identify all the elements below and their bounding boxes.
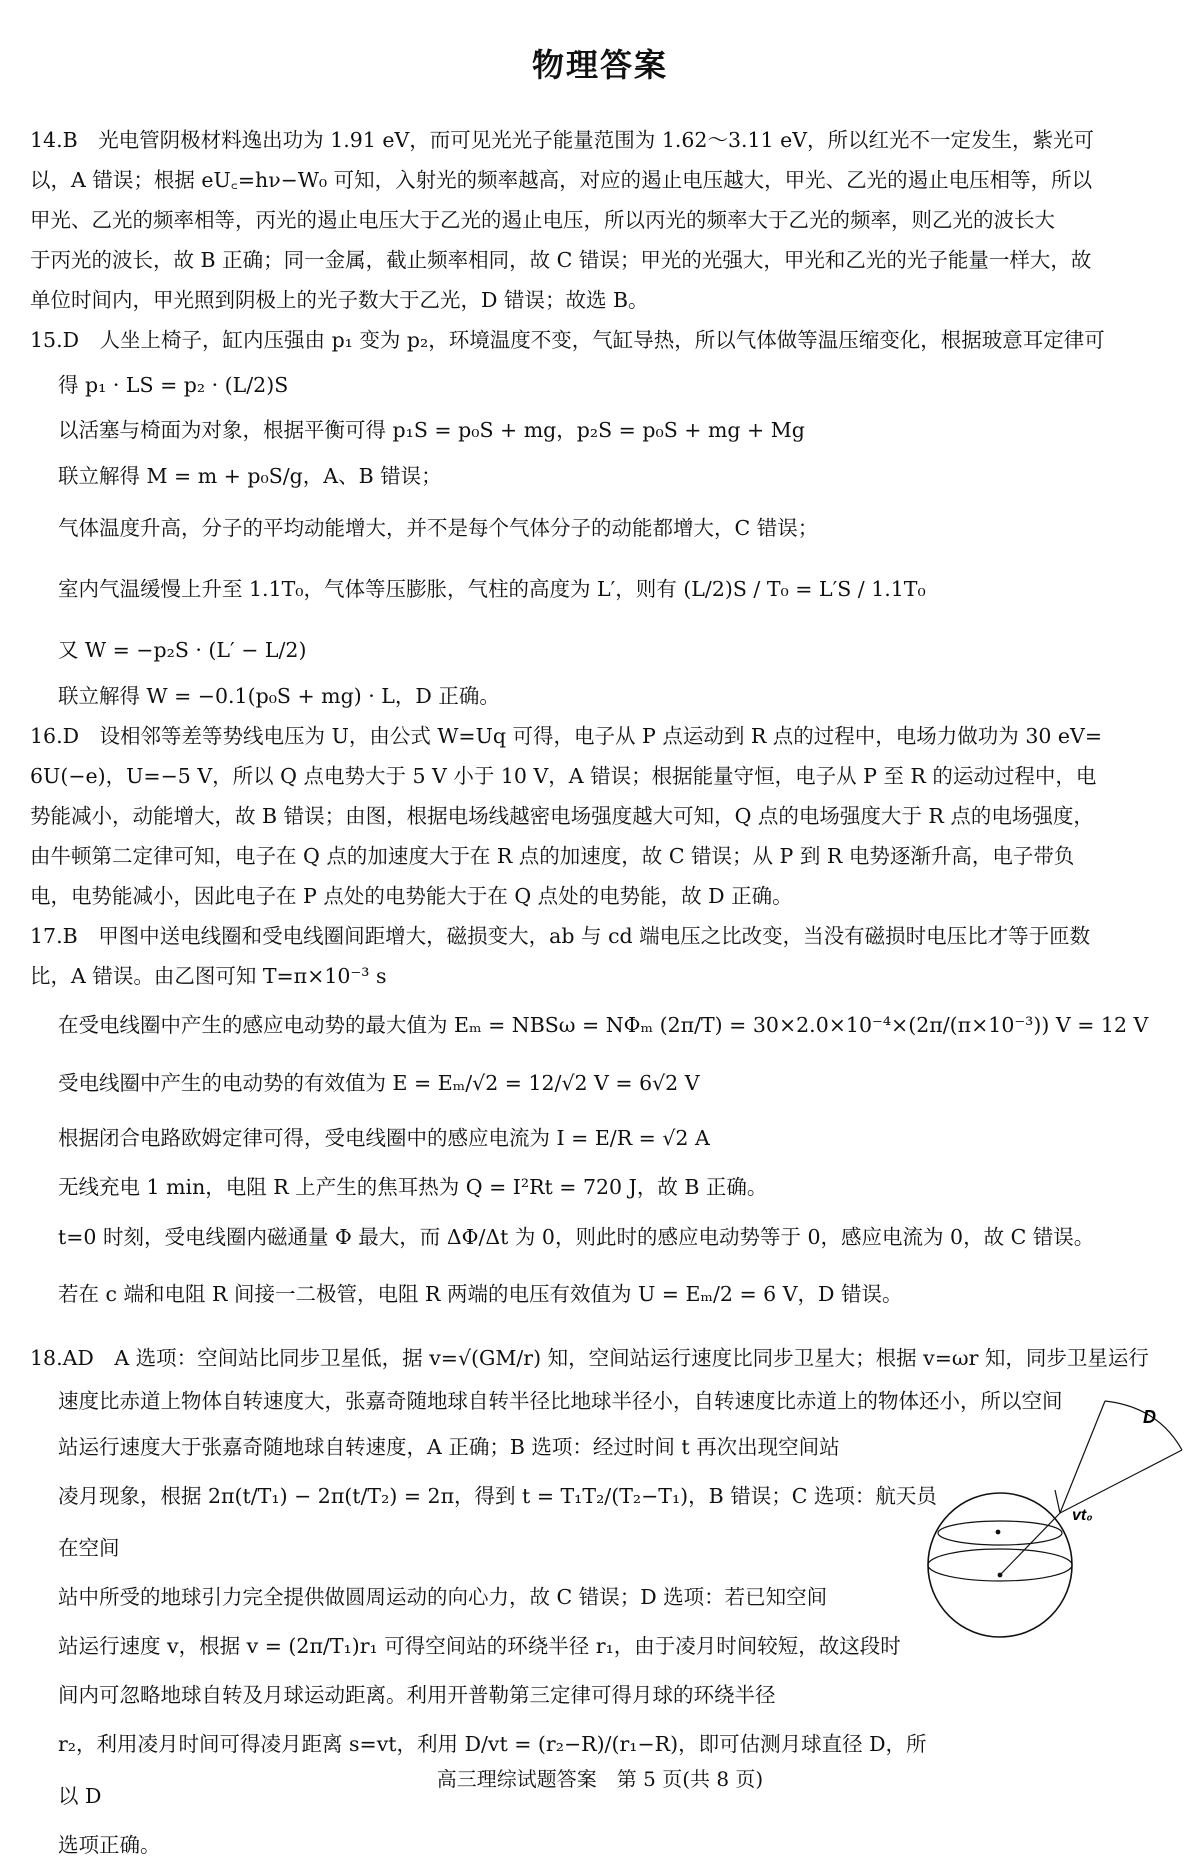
q14-answer: B xyxy=(62,128,78,152)
q14-line-1: 14.B 光电管阴极材料逸出功为 1.91 eV，而可见光光子能量范围为 1.62～3.11 eV，所以红光不一定发生，紫光可 xyxy=(30,128,1095,152)
q17-line-8: 若在 c 端和电阻 R 间接一二极管，电阻 R 两端的电压有效值为 U = Eₘ/2 = 6 V，D 错误。 xyxy=(58,1282,903,1306)
q18-line-5: 站中所受的地球引力完全提供做圆周运动的向心力，故 C 错误；D 选项：若已知空间 xyxy=(58,1585,828,1609)
q15-line-1: 15.D 人坐上椅子，缸内压强由 p₁ 变为 p₂，环境温度不变，气缸导热，所以气体做等温压缩变化，根据玻意耳定律可 xyxy=(30,328,1105,352)
q15-line-6: 室内气温缓慢上升至 1.1T₀，气体等压膨胀，气柱的高度为 L′，则有 (L/2)S / T₀ = L′S / 1.1T₀ xyxy=(58,577,926,601)
q17-answer: B xyxy=(62,924,78,948)
q18-line-9: 选项正确。 xyxy=(58,1833,161,1857)
question-14 xyxy=(30,120,1170,320)
page-footer: 高三理综试题答案 第 5 页(共 8 页) xyxy=(436,1767,764,1791)
q18-line-3: 站运行速度大于张嘉奇随地球自转速度，A 正确；B 选项：经过时间 t 再次出现空间站 xyxy=(58,1435,840,1459)
earth-sphere xyxy=(928,1493,1072,1637)
earth-moon-transit-figure xyxy=(920,1395,1190,1645)
q15-line-5: 气体温度升高，分子的平均动能增大，并不是每个气体分子的动能都增大，C 错误； xyxy=(58,516,819,540)
q16-line-3: 势能减小，动能增大，故 B 错误；由图，根据电场线越密电场强度越大可知，Q 点的电场强度大于 R 点的电场强度， xyxy=(30,804,1094,828)
question-16 xyxy=(30,716,1170,916)
q17-line-3: 在受电线圈中产生的感应电动势的最大值为 Eₘ = NBSω = NΦₘ (2π/T) = 30×2.0×10⁻⁴×(2π/(π×10⁻³)) V = 12 V xyxy=(58,1013,1149,1037)
q14-line-5: 单位时间内，甲光照到阴极上的光子数大于乙光，D 错误；故选 B。 xyxy=(30,288,649,312)
q15-line-3: 以活塞与椅面为对象，根据平衡可得 p₁S = p₀S + mg，p₂S = p₀S + mg + Mg xyxy=(58,418,805,442)
q16-answer: D xyxy=(62,724,80,748)
q18-answer: AD xyxy=(62,1346,94,1370)
q17-number: 17. xyxy=(30,924,63,948)
sight-line-2 xyxy=(1060,1450,1182,1513)
label-vt0: vt₀ xyxy=(1072,1507,1093,1524)
q15-line-4: 联立解得 M = m + p₀S/g，A、B 错误； xyxy=(58,464,442,488)
q16-line-1: 16.D 设相邻等差等势线电压为 U，由公式 W=Uq 可得，电子从 P 点运动到 R 点的过程中，电场力做功为 30 eV= xyxy=(30,724,1103,748)
observer-point xyxy=(996,1530,1001,1535)
q18-number: 18. xyxy=(30,1346,63,1370)
q17-line-1: 17.B 甲图中送电线圈和受电线圈间距增大，磁损变大，ab 与 cd 端电压之比改变，当没有磁损时电压比才等于匝数 xyxy=(30,924,1091,948)
q16-line-2: 6U(−e)，U=−5 V，所以 Q 点电势大于 5 V 小于 10 V，A 错误；根据能量守恒，电子从 P 至 R 的运动过程中，电 xyxy=(30,764,1097,788)
q18-line-1: 18.AD A 选项：空间站比同步卫星低，据 v=√(GM/r) 知，空间站运行速度比同步卫星大；根据 v=ωr 知，同步卫星运行 xyxy=(30,1346,1149,1370)
q18-line-7: 间内可忽略地球自转及月球运动距离。利用开普勒第三定律可得月球的环绕半径 xyxy=(58,1683,776,1707)
q15-line-7: 又 W = −p₂S · (L′ − L/2) xyxy=(58,638,307,662)
q17-line-4: 受电线圈中产生的电动势的有效值为 E = Eₘ/√2 = 12/√2 V = 6√2 V xyxy=(58,1071,700,1095)
q17-line-2: 比，A 错误。由乙图可知 T=π×10⁻³ s xyxy=(30,964,387,988)
q18-line-2: 速度比赤道上物体自转速度大，张嘉奇随地球自转半径比地球半径小，自转速度比赤道上的物体还小，所以空间 xyxy=(58,1389,1063,1413)
vt0-segment xyxy=(1055,1490,1060,1513)
q16-line-4: 由牛顿第二定律可知，电子在 Q 点的加速度大于在 R 点的加速度，故 C 错误；从 P 到 R 电势逐渐升高，电子带负 xyxy=(30,844,1075,868)
q18-line-8: r₂，利用凌月时间可得凌月距离 s=vt，利用 D/vt = (r₂−R)/(r₁−R)，即可估测月球直径 D，所以 D xyxy=(58,1732,927,1808)
q15-line-8: 联立解得 W = −0.1(p₀S + mg) · L，D 正确。 xyxy=(58,684,500,708)
label-D: D xyxy=(1143,1407,1156,1427)
q16-line-5: 电，电势能减小，因此电子在 P 点处的电势能大于在 Q 点处的电势能，故 D 正确。 xyxy=(30,884,793,908)
q15-line-2: 得 p₁ · LS = p₂ · (L/2)S xyxy=(58,373,289,397)
page-title: 物理答案 xyxy=(531,46,668,84)
q14-line-3: 甲光、乙光的频率相等，丙光的遏止电压大于乙光的遏止电压，所以丙光的频率大于乙光的频率，则乙光的波长大 xyxy=(30,208,1055,232)
q14-line-2: 以，A 错误；根据 eU꜀=hν−W₀ 可知，入射光的频率越高，对应的遏止电压越大，甲光、乙光的遏止电压相等，所以 xyxy=(30,168,1093,192)
q15-number: 15. xyxy=(30,328,63,352)
q14-number: 14. xyxy=(30,128,63,152)
q17-line-5: 根据闭合电路欧姆定律可得，受电线圈中的感应电流为 I = E/R = √2 A xyxy=(58,1126,710,1150)
q18-line-4: 凌月现象，根据 2π(t/T₁) − 2π(t/T₂) = 2π，得到 t = T₁T₂/(T₂−T₁)，B 错误；C 选项：航天员在空间 xyxy=(58,1484,937,1560)
question-17 xyxy=(30,916,1170,1324)
q17-line-6: 无线充电 1 min，电阻 R 上产生的焦耳热为 Q = I²Rt = 720 J，故 B 正确。 xyxy=(58,1175,768,1199)
q14-line-4: 于丙光的波长，故 B 正确；同一金属，截止频率相同，故 C 错误；甲光的光强大，甲光和乙光的光子能量一样大，故 xyxy=(30,248,1092,272)
q18-line-6: 站运行速度 v，根据 v = (2π/T₁)r₁ 可得空间站的环绕半径 r₁，由于凌月时间较短，故这段时 xyxy=(58,1634,901,1658)
q16-number: 16. xyxy=(30,724,63,748)
sight-line-1 xyxy=(1060,1401,1105,1513)
q17-line-7: t=0 时刻，受电线圈内磁通量 Φ 最大，而 ΔΦ/Δt 为 0，则此时的感应电动势等于 0，感应电流为 0，故 C 错误。 xyxy=(58,1225,1095,1249)
question-15 xyxy=(30,320,1170,716)
q15-answer: D xyxy=(62,328,80,352)
